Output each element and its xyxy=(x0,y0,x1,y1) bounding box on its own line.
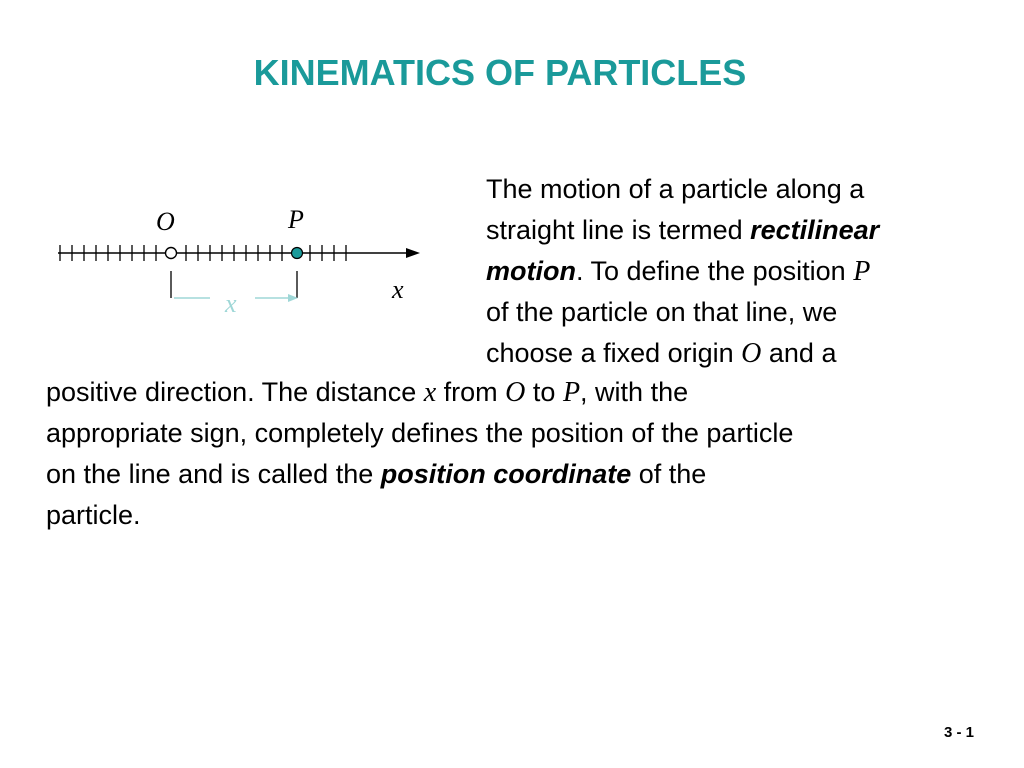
text-run: , with the xyxy=(580,377,689,407)
paragraph-line xyxy=(486,292,1006,333)
paragraph-line xyxy=(46,495,1016,536)
variable-o: O xyxy=(505,377,526,408)
paragraph-line xyxy=(46,413,1016,454)
particle-point xyxy=(292,248,303,259)
term-rectilinear: rectilinear xyxy=(750,215,880,245)
slide-number: 3 - 1 xyxy=(944,724,975,741)
text-run: and a xyxy=(761,338,837,368)
text-run: straight line is termed xyxy=(486,215,751,245)
point-label: P xyxy=(288,205,304,234)
paragraph-line xyxy=(486,169,1006,210)
paragraph-line xyxy=(486,333,1006,374)
text-run: choose a fixed origin xyxy=(486,338,742,368)
paragraph-line xyxy=(46,454,1016,495)
text-run: . To define the position xyxy=(575,256,854,286)
text-run: positive direction. The distance xyxy=(46,377,424,407)
position-line-diagram xyxy=(50,195,430,325)
variable-x: x xyxy=(423,377,437,408)
text-run: from xyxy=(436,377,506,407)
term-motion: motion xyxy=(486,256,576,286)
term-position-coordinate: position coordinate xyxy=(380,459,632,489)
text-run: to xyxy=(525,377,563,407)
text-run: appropriate sign, completely defines the position of the particle xyxy=(46,418,794,448)
variable-p: P xyxy=(562,377,581,408)
variable-p: P xyxy=(853,256,871,287)
text-run: of the xyxy=(631,459,707,489)
origin-point xyxy=(166,248,177,259)
paragraph-top xyxy=(486,169,1006,374)
variable-o: O xyxy=(741,338,762,369)
origin-label: O xyxy=(156,207,175,236)
text-run: of the particle on that line, we xyxy=(486,297,838,327)
paragraph-line xyxy=(46,372,1016,413)
slide-title: KINEMATICS OF PARTICLES xyxy=(253,52,747,93)
axis-label: x xyxy=(392,275,404,304)
paragraph-line xyxy=(486,210,1006,251)
paragraph-bottom xyxy=(46,372,1016,536)
paragraph-line xyxy=(486,251,1006,292)
text-run: The motion of a particle along a xyxy=(486,174,865,204)
text-run: particle. xyxy=(46,500,141,530)
text-run: on the line and is called the xyxy=(46,459,381,489)
axis-arrowhead xyxy=(406,248,420,258)
distance-label: x xyxy=(225,289,237,318)
